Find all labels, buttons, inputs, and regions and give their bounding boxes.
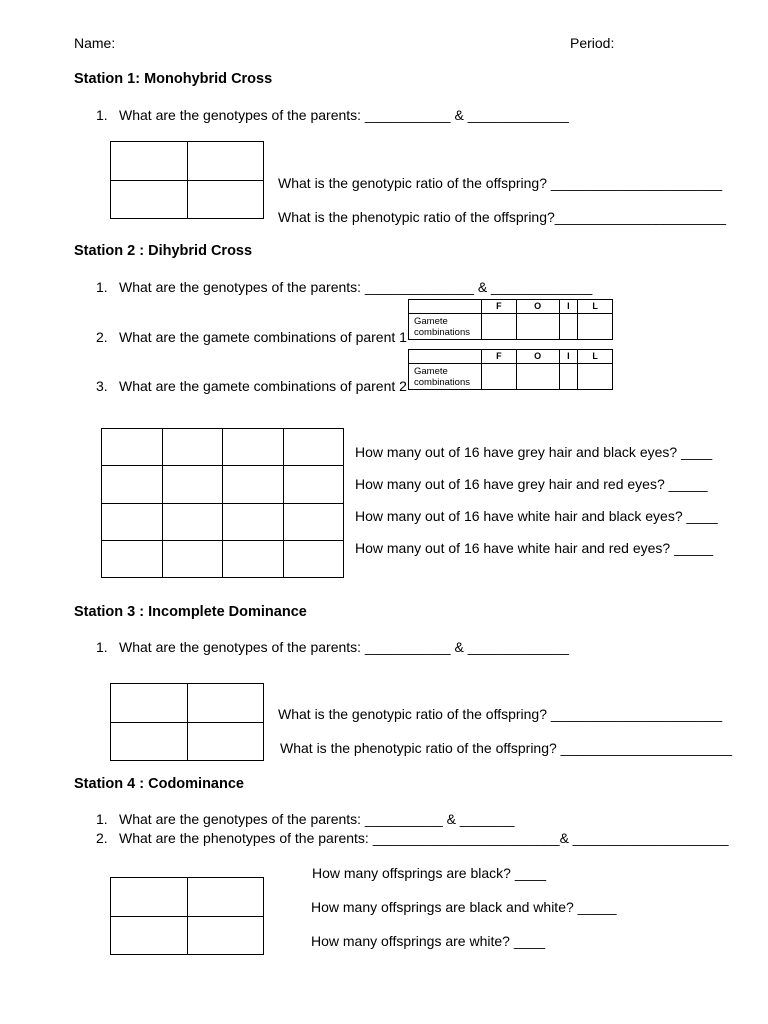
station4-question-white: How many offsprings are white? ____: [311, 933, 545, 949]
foil-header-l: L: [578, 350, 613, 364]
station1-phenotypic-question: What is the phenotypic ratio of the offspring?______________________: [278, 209, 727, 225]
station3-q1: What are the genotypes of the parents: ___________ & _____________: [119, 639, 569, 655]
foil-header-f: F: [482, 350, 517, 364]
gamete-combinations-label: [409, 314, 482, 340]
station4-q2: What are the phenotypes of the parents: ________________________& ____________________: [119, 830, 729, 846]
gamete-combinations-label: [409, 364, 482, 390]
station2-question-grey-black: How many out of 16 have grey hair and black eyes? ____: [355, 444, 713, 460]
foil-cell[interactable]: [482, 314, 517, 340]
foil-cell[interactable]: [559, 364, 578, 390]
period-label: Period:: [570, 35, 615, 51]
foil-table-parent-1[interactable]: [408, 299, 613, 340]
station2-q2: What are the gamete combinations of parent 1: [119, 329, 407, 345]
station3-punnett-square[interactable]: [110, 683, 264, 761]
foil-table-parent-2[interactable]: [408, 349, 613, 390]
station2-punnett-square[interactable]: [101, 428, 344, 578]
foil-header-o: O: [516, 350, 559, 364]
foil-cell[interactable]: [559, 314, 578, 340]
station1-title: Station 1: Monohybrid Cross: [74, 71, 273, 87]
station4-question-black-white: How many offsprings are black and white? _____: [311, 899, 617, 915]
station1-q1-number: 1.: [96, 107, 108, 123]
station2-q1: What are the genotypes of the parents: ______________ & _____________: [119, 279, 593, 295]
station2-question-grey-red: How many out of 16 have grey hair and red eyes? _____: [355, 476, 708, 492]
foil-cell[interactable]: [482, 364, 517, 390]
station2-title: Station 2 : Dihybrid Cross: [74, 243, 253, 259]
foil-header-o: O: [516, 300, 559, 314]
foil-cell[interactable]: [578, 314, 613, 340]
gamete-label-line1: Gamete: [414, 365, 448, 377]
station3-genotypic-question: What is the genotypic ratio of the offspring? ______________________: [278, 706, 723, 722]
foil-cell[interactable]: [516, 364, 559, 390]
foil-header-f: F: [482, 300, 517, 314]
foil-header-i: I: [559, 300, 578, 314]
station4-q1: What are the genotypes of the parents: __________ & _______: [119, 811, 515, 827]
station4-punnett-square[interactable]: [110, 877, 264, 955]
station1-q1: What are the genotypes of the parents: ___________ & _____________: [119, 107, 569, 123]
gamete-label-line2: combinations: [414, 376, 470, 388]
station1-punnett-square[interactable]: [110, 141, 264, 219]
station1-genotypic-question: What is the genotypic ratio of the offspring? ______________________: [278, 175, 723, 191]
gamete-label-line1: Gamete: [414, 315, 448, 327]
station3-q1-number: 1.: [96, 639, 108, 655]
foil-cell[interactable]: [516, 314, 559, 340]
station2-q2-number: 2.: [96, 329, 108, 345]
station4-question-black: How many offsprings are black? ____: [312, 865, 546, 881]
gamete-label-line2: combinations: [414, 326, 470, 338]
station3-title: Station 3 : Incomplete Dominance: [74, 604, 307, 620]
station2-question-white-red: How many out of 16 have white hair and red eyes? _____: [355, 540, 714, 556]
station2-q1-number: 1.: [96, 279, 108, 295]
foil-cell[interactable]: [578, 364, 613, 390]
station2-q3: What are the gamete combinations of parent 2: [119, 378, 407, 394]
foil-header-l: L: [578, 300, 613, 314]
station2-question-white-black: How many out of 16 have white hair and black eyes? ____: [355, 508, 718, 524]
station4-title: Station 4 : Codominance: [74, 776, 244, 792]
station4-q2-number: 2.: [96, 830, 108, 846]
station4-q1-number: 1.: [96, 811, 108, 827]
name-label: Name:: [74, 35, 116, 51]
station2-q3-number: 3.: [96, 378, 108, 394]
foil-header-i: I: [559, 350, 578, 364]
station3-phenotypic-question: What is the phenotypic ratio of the offspring? ______________________: [280, 740, 732, 756]
